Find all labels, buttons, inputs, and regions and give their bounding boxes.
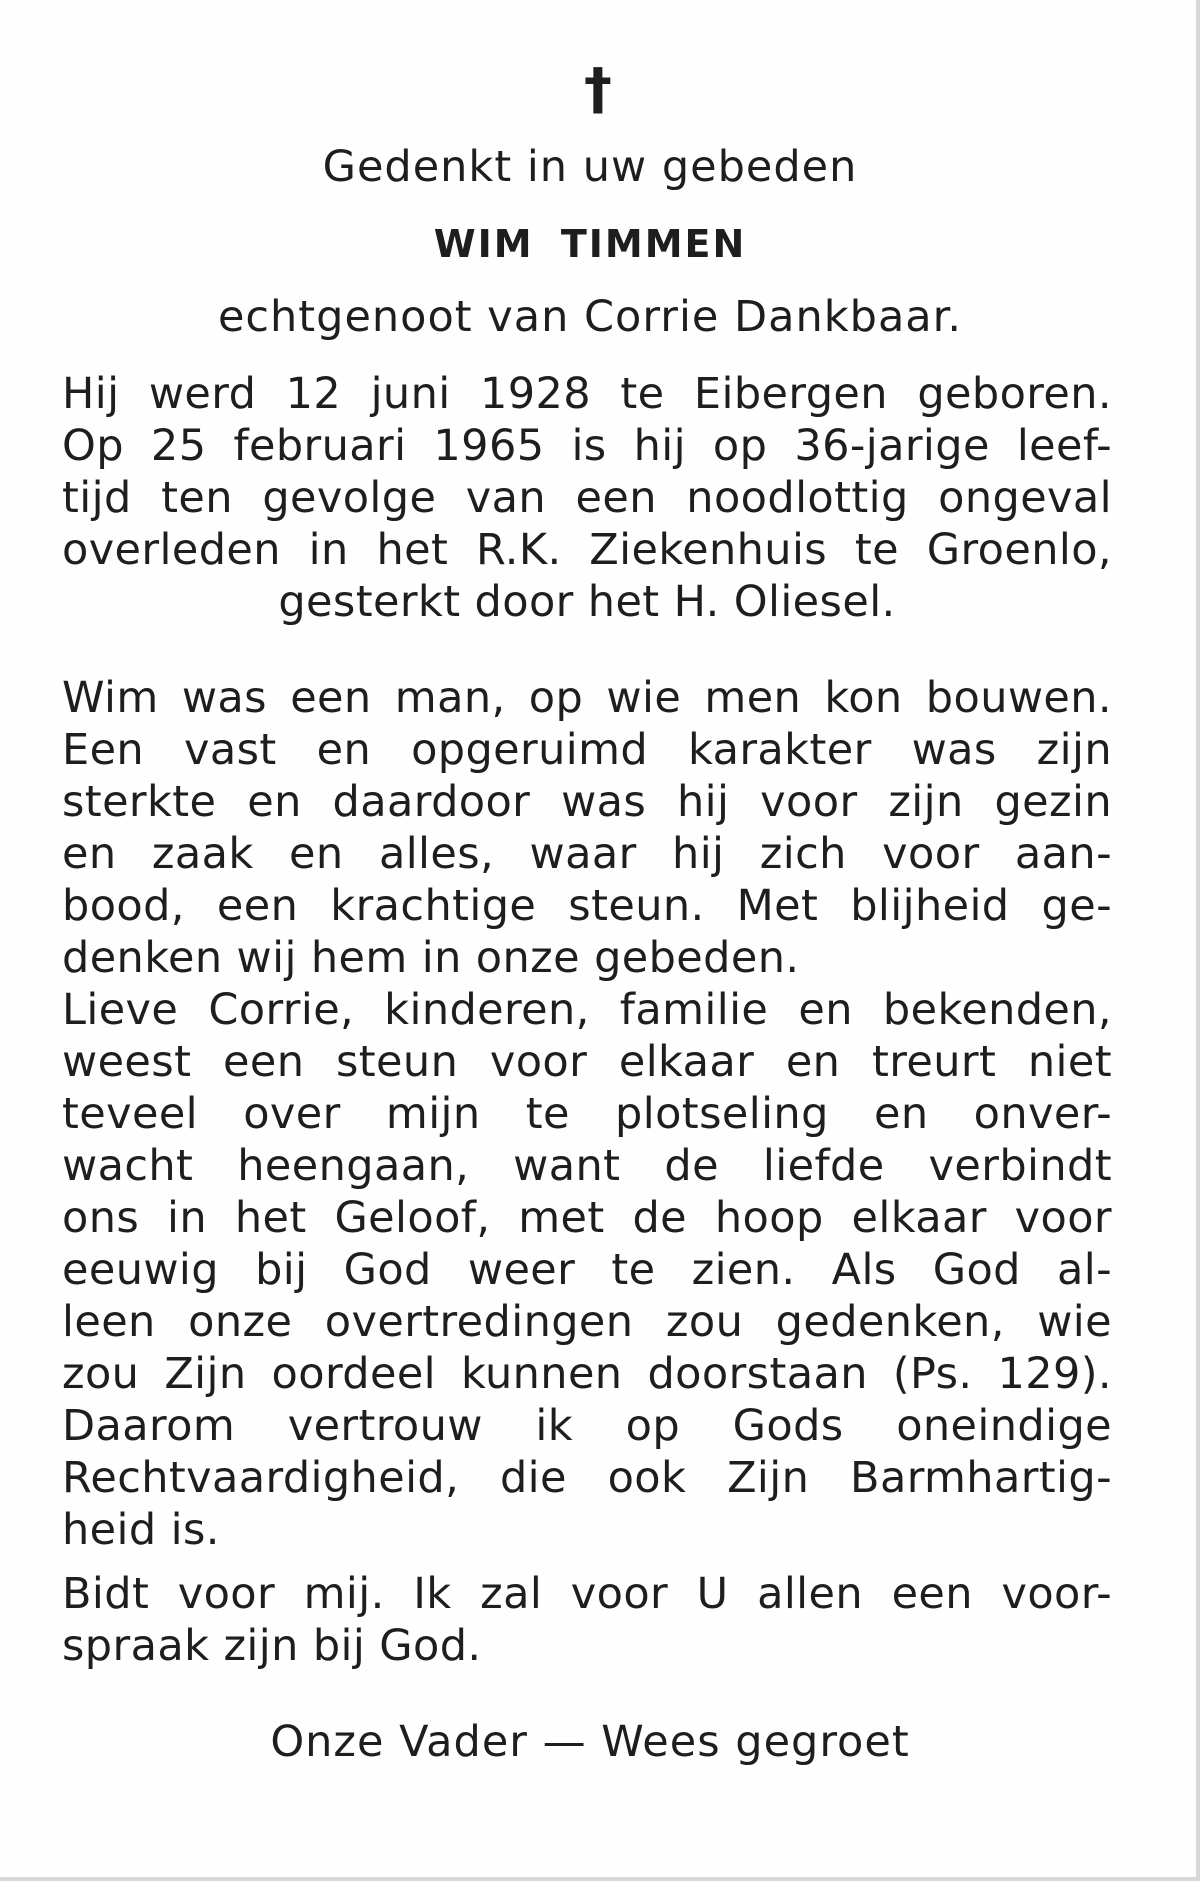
tribute-paragraph	[62, 672, 1112, 1556]
tribute-line: Daarom vertrouw ik op Gods oneindige	[62, 1401, 1112, 1451]
bio-line: tijd ten gevolge van een noodlottig ongeval	[62, 473, 1112, 523]
cross-icon: †	[584, 57, 612, 122]
tribute-line: denken wij hem in onze gebeden.	[62, 933, 800, 983]
tribute-line: ons in het Geloof, met de hoop elkaar voor	[62, 1193, 1112, 1243]
prayer-line: Bidt voor mij. Ik zal voor U allen een voor-	[62, 1569, 1112, 1619]
tribute-line: teveel over mijn te plotseling en onver-	[62, 1089, 1112, 1139]
bio-line: overleden in het R.K. Ziekenhuis te Groenlo,	[62, 525, 1112, 575]
bio-line: Hij werd 12 juni 1928 te Eibergen geboren.	[62, 369, 1112, 419]
tribute-line: wacht heengaan, want de liefde verbindt	[62, 1141, 1112, 1191]
bio-line: Op 25 februari 1965 is hij op 36-jarige leef-	[62, 421, 1112, 471]
tribute-line: heid is.	[62, 1505, 220, 1555]
tribute-line: bood, een krachtige steun. Met blijheid ge-	[62, 881, 1112, 931]
spouse-line: echtgenoot van Corrie Dankbaar.	[217, 292, 963, 342]
deceased-name: WIM TIMMEN	[433, 222, 747, 266]
tribute-line: en zaak en alles, waar hij zich voor aan-	[62, 829, 1112, 879]
tribute-line: leen onze overtredingen zou gedenken, wie	[62, 1297, 1112, 1347]
prayer-request-paragraph	[62, 1568, 1112, 1672]
tribute-line: sterkte en daardoor was hij voor zijn gezin	[62, 777, 1112, 827]
tribute-line: zou Zijn oordeel kunnen doorstaan (Ps. 129).	[62, 1349, 1112, 1399]
tribute-line: eeuwig bij God weer te zien. Als God al-	[62, 1245, 1112, 1295]
biography-block	[62, 368, 1112, 628]
tribute-line: Lieve Corrie, kinderen, familie en bekenden,	[62, 985, 1112, 1035]
tribute-line: Rechtvaardigheid, die ook Zijn Barmhartig-	[62, 1453, 1112, 1503]
tribute-line: weest een steun voor elkaar en treurt niet	[62, 1037, 1112, 1087]
closing-prayers: Onze Vader — Wees gegroet	[270, 1717, 910, 1767]
tribute-line: Wim was een man, op wie men kon bouwen.	[62, 673, 1112, 723]
bio-line: gesterkt door het H. Oliesel.	[278, 577, 896, 627]
prayer-line: spraak zijn bij God.	[62, 1621, 482, 1671]
intro-line: Gedenkt in uw gebeden	[322, 142, 858, 192]
tribute-line: Een vast en opgeruimd karakter was zijn	[62, 725, 1112, 775]
